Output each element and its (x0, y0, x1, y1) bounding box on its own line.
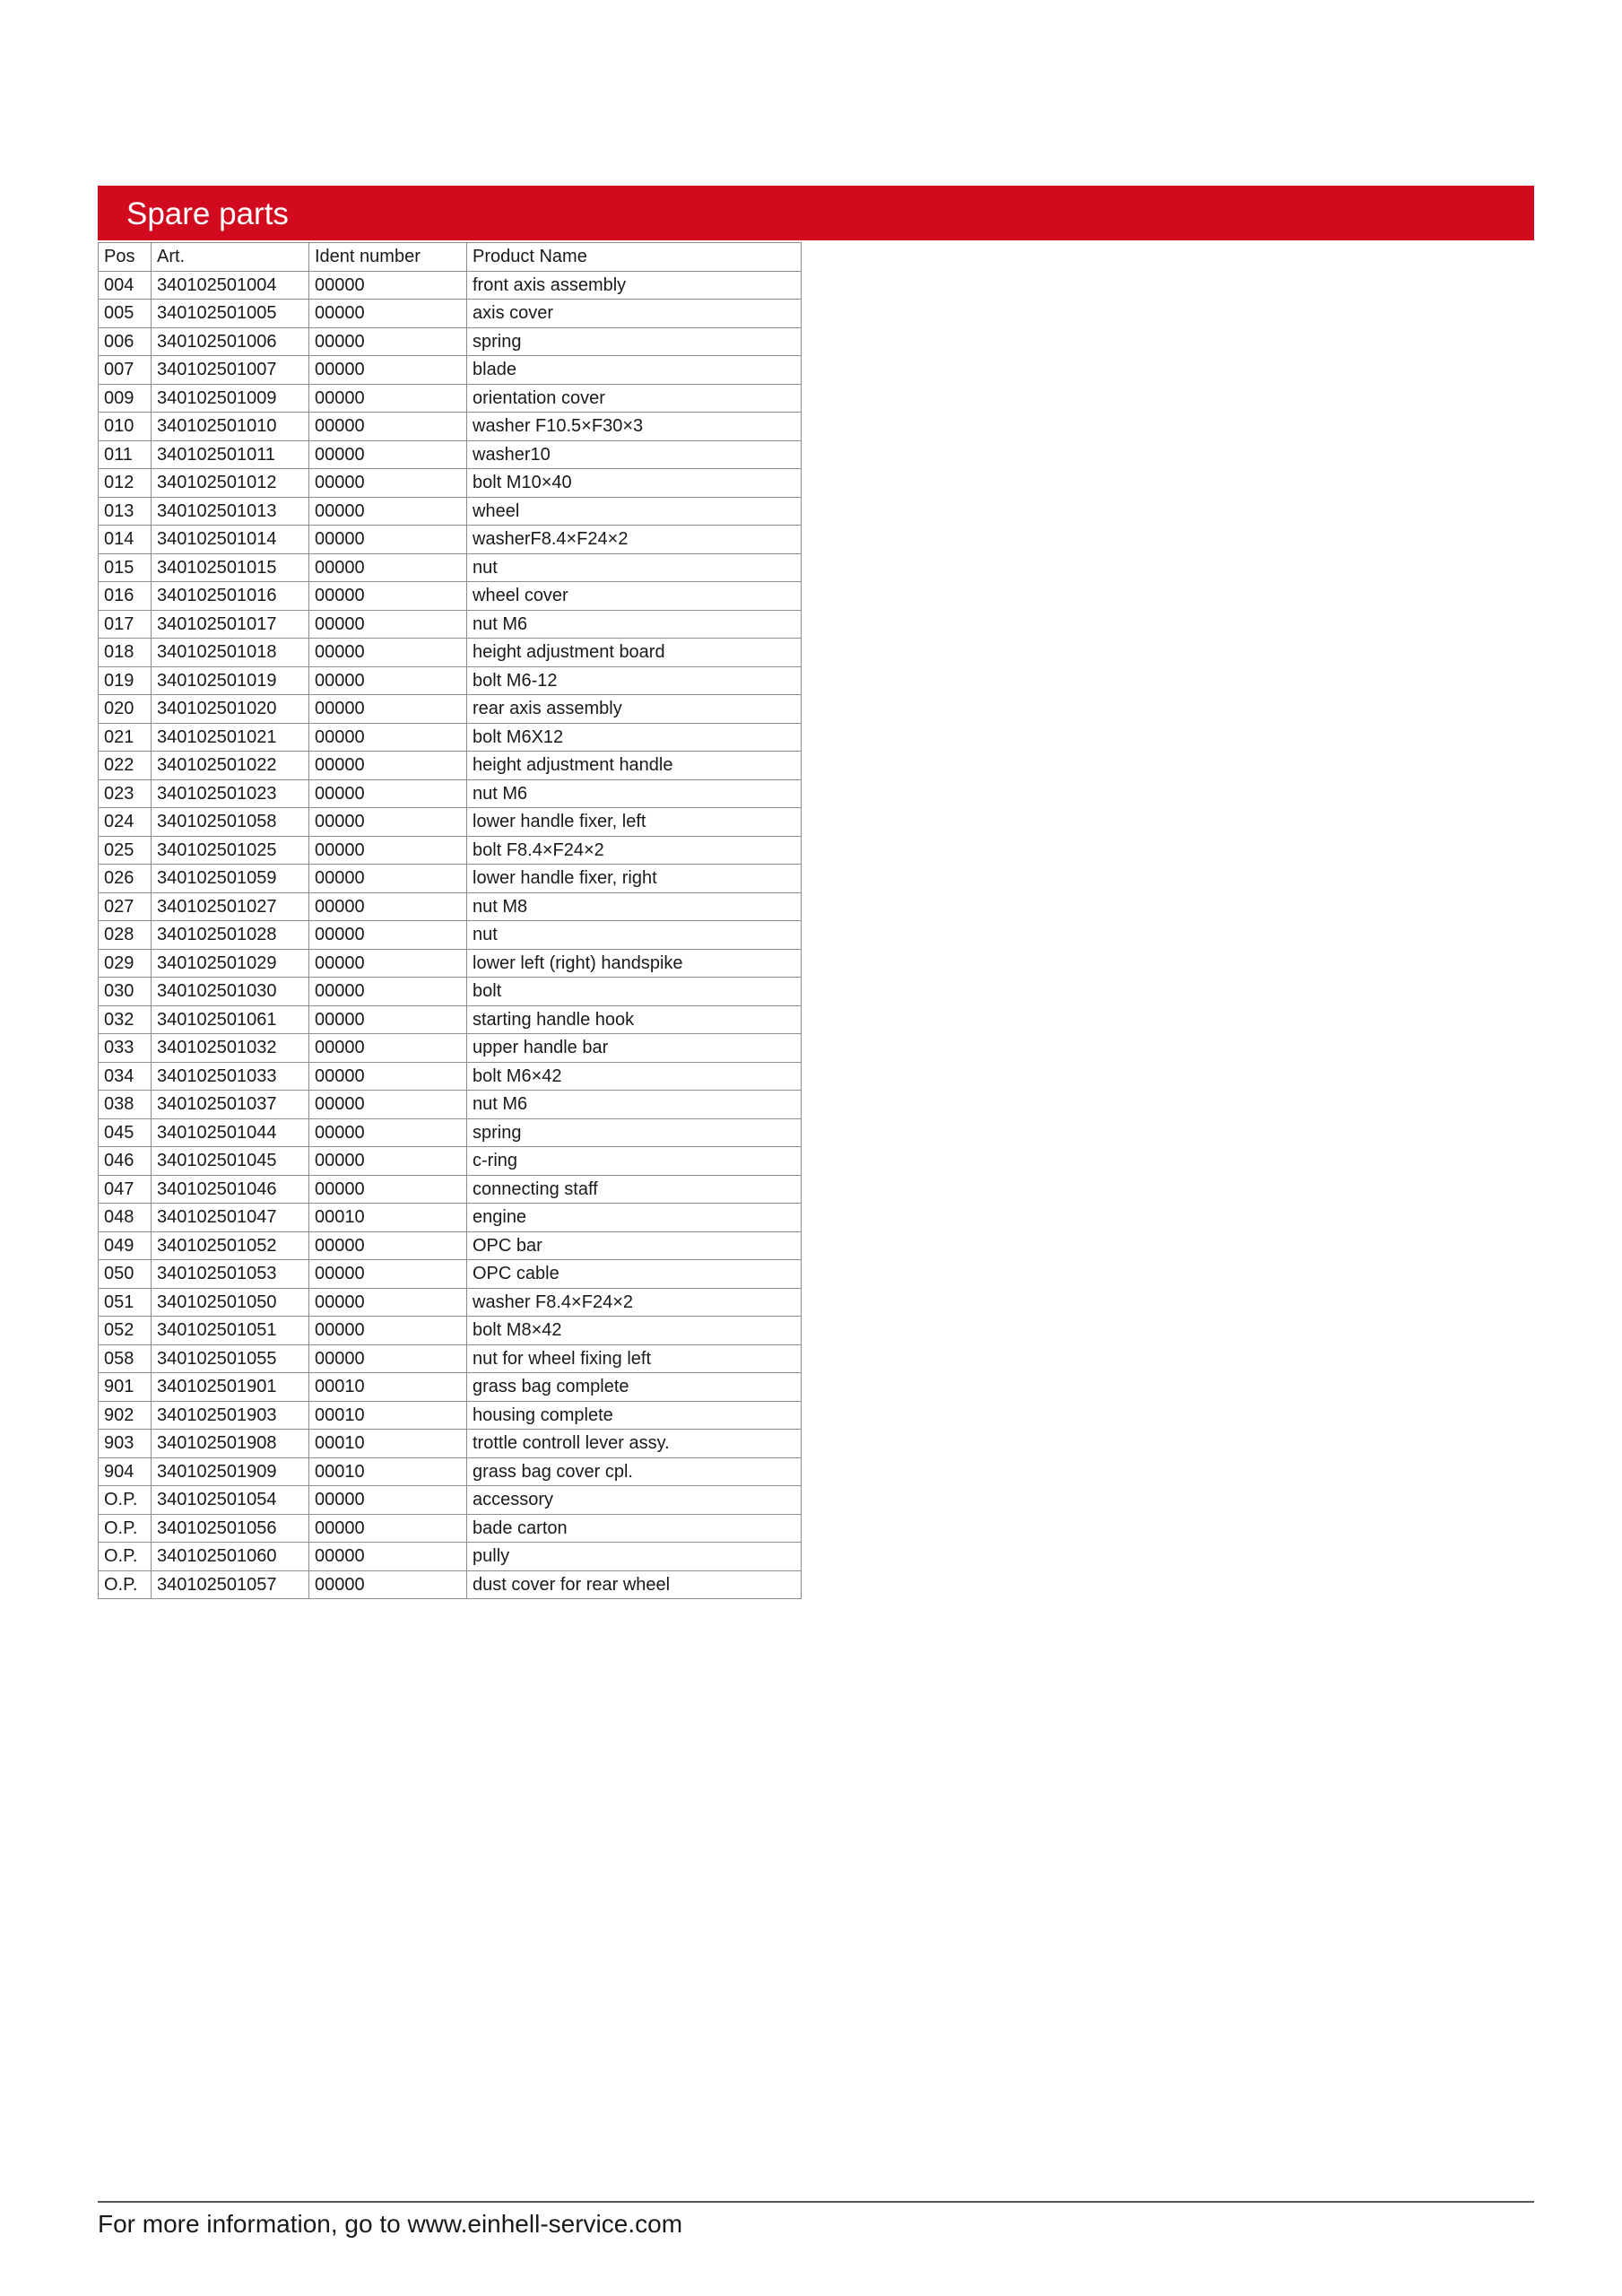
cell-product-name: nut (467, 553, 802, 582)
cell-art: 340102501013 (152, 497, 309, 526)
table-row (99, 553, 802, 582)
cell-art: 340102501019 (152, 666, 309, 695)
cell-art: 340102501909 (152, 1457, 309, 1486)
cell-product-name: washer F10.5×F30×3 (467, 413, 802, 441)
cell-ident-number: 00010 (309, 1373, 467, 1402)
cell-product-name: bolt M6-12 (467, 666, 802, 695)
cell-pos: 019 (99, 666, 152, 695)
cell-product-name: upper handle bar (467, 1034, 802, 1063)
cell-product-name: nut M6 (467, 610, 802, 639)
table-row (99, 1147, 802, 1176)
cell-ident-number: 00000 (309, 1288, 467, 1317)
table-row (99, 1005, 802, 1034)
cell-product-name: grass bag complete (467, 1373, 802, 1402)
cell-pos: 048 (99, 1204, 152, 1232)
table-header-row (99, 243, 802, 272)
cell-pos: 025 (99, 836, 152, 865)
cell-pos: 014 (99, 526, 152, 554)
cell-ident-number: 00000 (309, 865, 467, 893)
cell-product-name: orientation cover (467, 384, 802, 413)
cell-ident-number: 00000 (309, 1570, 467, 1599)
cell-ident-number: 00000 (309, 639, 467, 667)
cell-art: 340102501010 (152, 413, 309, 441)
cell-ident-number: 00000 (309, 723, 467, 752)
table-row (99, 666, 802, 695)
cell-product-name: bolt F8.4×F24×2 (467, 836, 802, 865)
cell-art: 340102501021 (152, 723, 309, 752)
cell-ident-number: 00000 (309, 1344, 467, 1373)
cell-pos: 013 (99, 497, 152, 526)
cell-pos: 050 (99, 1260, 152, 1289)
cell-art: 340102501059 (152, 865, 309, 893)
table-row (99, 327, 802, 356)
table-row (99, 1344, 802, 1373)
cell-pos: 049 (99, 1231, 152, 1260)
cell-pos: 034 (99, 1062, 152, 1091)
cell-product-name: nut M6 (467, 779, 802, 808)
cell-pos: 032 (99, 1005, 152, 1034)
cell-pos: 010 (99, 413, 152, 441)
cell-ident-number: 00010 (309, 1204, 467, 1232)
cell-ident-number: 00000 (309, 921, 467, 950)
cell-ident-number: 00010 (309, 1401, 467, 1430)
table-row (99, 610, 802, 639)
cell-ident-number: 00000 (309, 1260, 467, 1289)
table-row (99, 1062, 802, 1091)
cell-pos: 904 (99, 1457, 152, 1486)
table-row (99, 808, 802, 837)
table-row (99, 1373, 802, 1402)
cell-ident-number: 00000 (309, 413, 467, 441)
cell-art: 340102501056 (152, 1514, 309, 1543)
cell-ident-number: 00000 (309, 978, 467, 1006)
table-row (99, 1034, 802, 1063)
cell-pos: 033 (99, 1034, 152, 1063)
table-row (99, 1570, 802, 1599)
table-row (99, 723, 802, 752)
cell-pos: 046 (99, 1147, 152, 1176)
cell-ident-number: 00000 (309, 892, 467, 921)
cell-pos: 045 (99, 1118, 152, 1147)
table-row (99, 1175, 802, 1204)
cell-product-name: bolt M6×42 (467, 1062, 802, 1091)
cell-product-name: trottle controll lever assy. (467, 1430, 802, 1458)
cell-pos: O.P. (99, 1570, 152, 1599)
table-row (99, 1430, 802, 1458)
cell-pos: 027 (99, 892, 152, 921)
cell-pos: 047 (99, 1175, 152, 1204)
table-row (99, 582, 802, 611)
cell-art: 340102501012 (152, 469, 309, 498)
cell-art: 340102501055 (152, 1344, 309, 1373)
table-row (99, 1457, 802, 1486)
table-row (99, 779, 802, 808)
cell-art: 340102501061 (152, 1005, 309, 1034)
table-row (99, 865, 802, 893)
cell-product-name: wheel (467, 497, 802, 526)
table-row (99, 639, 802, 667)
cell-pos: 029 (99, 949, 152, 978)
cell-ident-number: 00000 (309, 1062, 467, 1091)
table-row (99, 695, 802, 724)
cell-product-name: rear axis assembly (467, 695, 802, 724)
cell-product-name: axis cover (467, 300, 802, 328)
cell-ident-number: 00000 (309, 752, 467, 780)
cell-pos: 030 (99, 978, 152, 1006)
cell-product-name: washer10 (467, 440, 802, 469)
cell-art: 340102501018 (152, 639, 309, 667)
cell-pos: 038 (99, 1091, 152, 1119)
table-row (99, 1401, 802, 1430)
cell-art: 340102501022 (152, 752, 309, 780)
cell-art: 340102501020 (152, 695, 309, 724)
cell-product-name: spring (467, 1118, 802, 1147)
cell-ident-number: 00000 (309, 1317, 467, 1345)
cell-art: 340102501011 (152, 440, 309, 469)
footer-info-text: For more information, go to www.einhell-service.com (98, 2210, 683, 2238)
table-row (99, 384, 802, 413)
table-row (99, 1317, 802, 1345)
footer-divider (98, 2201, 1534, 2203)
cell-pos: 903 (99, 1430, 152, 1458)
cell-product-name: bolt M10×40 (467, 469, 802, 498)
cell-art: 340102501050 (152, 1288, 309, 1317)
table-row (99, 836, 802, 865)
cell-art: 340102501051 (152, 1317, 309, 1345)
cell-product-name: nut M6 (467, 1091, 802, 1119)
cell-pos: 023 (99, 779, 152, 808)
cell-ident-number: 00000 (309, 1543, 467, 1571)
cell-pos: 051 (99, 1288, 152, 1317)
cell-art: 340102501016 (152, 582, 309, 611)
table-row (99, 978, 802, 1006)
table-row (99, 752, 802, 780)
cell-ident-number: 00000 (309, 1118, 467, 1147)
cell-pos: 026 (99, 865, 152, 893)
cell-pos: 017 (99, 610, 152, 639)
column-header-pos: Pos (99, 243, 152, 272)
cell-ident-number: 00000 (309, 469, 467, 498)
cell-product-name: washerF8.4×F24×2 (467, 526, 802, 554)
cell-pos: 901 (99, 1373, 152, 1402)
cell-product-name: nut (467, 921, 802, 950)
cell-product-name: blade (467, 356, 802, 385)
cell-product-name: spring (467, 327, 802, 356)
cell-art: 340102501047 (152, 1204, 309, 1232)
cell-art: 340102501060 (152, 1543, 309, 1571)
cell-product-name: OPC cable (467, 1260, 802, 1289)
table-row (99, 300, 802, 328)
cell-ident-number: 00000 (309, 497, 467, 526)
cell-ident-number: 00000 (309, 1147, 467, 1176)
cell-pos: 024 (99, 808, 152, 837)
cell-product-name: connecting staff (467, 1175, 802, 1204)
cell-pos: 058 (99, 1344, 152, 1373)
table-body (99, 271, 802, 1599)
cell-art: 340102501903 (152, 1401, 309, 1430)
cell-product-name: height adjustment handle (467, 752, 802, 780)
cell-art: 340102501015 (152, 553, 309, 582)
section-title: Spare parts (126, 196, 289, 231)
table-row (99, 1260, 802, 1289)
cell-art: 340102501057 (152, 1570, 309, 1599)
cell-product-name: grass bag cover cpl. (467, 1457, 802, 1486)
cell-ident-number: 00000 (309, 949, 467, 978)
cell-ident-number: 00000 (309, 300, 467, 328)
cell-product-name: lower handle fixer, right (467, 865, 802, 893)
cell-ident-number: 00000 (309, 582, 467, 611)
cell-product-name: bolt M8×42 (467, 1317, 802, 1345)
cell-ident-number: 00000 (309, 384, 467, 413)
cell-product-name: dust cover for rear wheel (467, 1570, 802, 1599)
table-row (99, 356, 802, 385)
cell-art: 340102501028 (152, 921, 309, 950)
spare-parts-table (98, 242, 802, 1599)
table-row (99, 413, 802, 441)
cell-art: 340102501027 (152, 892, 309, 921)
column-header-ident-number: Ident number (309, 243, 467, 272)
cell-product-name: housing complete (467, 1401, 802, 1430)
cell-product-name: bade carton (467, 1514, 802, 1543)
cell-product-name: pully (467, 1543, 802, 1571)
cell-product-name: front axis assembly (467, 271, 802, 300)
table-row (99, 497, 802, 526)
cell-pos: 052 (99, 1317, 152, 1345)
cell-ident-number: 00000 (309, 327, 467, 356)
cell-pos: 902 (99, 1401, 152, 1430)
cell-ident-number: 00000 (309, 779, 467, 808)
cell-ident-number: 00000 (309, 695, 467, 724)
cell-art: 340102501030 (152, 978, 309, 1006)
table-row (99, 271, 802, 300)
table-row (99, 949, 802, 978)
table-row (99, 892, 802, 921)
cell-art: 340102501004 (152, 271, 309, 300)
cell-ident-number: 00000 (309, 553, 467, 582)
cell-art: 340102501006 (152, 327, 309, 356)
cell-product-name: bolt (467, 978, 802, 1006)
cell-pos: 004 (99, 271, 152, 300)
cell-ident-number: 00000 (309, 356, 467, 385)
cell-product-name: nut for wheel fixing left (467, 1344, 802, 1373)
cell-art: 340102501032 (152, 1034, 309, 1063)
cell-ident-number: 00000 (309, 836, 467, 865)
cell-ident-number: 00010 (309, 1430, 467, 1458)
section-header-bar (98, 186, 1534, 240)
cell-art: 340102501025 (152, 836, 309, 865)
cell-pos: 022 (99, 752, 152, 780)
cell-product-name: lower left (right) handspike (467, 949, 802, 978)
cell-product-name: wheel cover (467, 582, 802, 611)
cell-ident-number: 00000 (309, 1175, 467, 1204)
cell-product-name: OPC bar (467, 1231, 802, 1260)
cell-product-name: washer F8.4×F24×2 (467, 1288, 802, 1317)
table-row (99, 921, 802, 950)
cell-art: 340102501017 (152, 610, 309, 639)
cell-art: 340102501052 (152, 1231, 309, 1260)
cell-art: 340102501029 (152, 949, 309, 978)
cell-product-name: accessory (467, 1486, 802, 1515)
column-header-art: Art. (152, 243, 309, 272)
cell-art: 340102501033 (152, 1062, 309, 1091)
cell-product-name: height adjustment board (467, 639, 802, 667)
cell-pos: O.P. (99, 1543, 152, 1571)
table-row (99, 526, 802, 554)
cell-product-name: bolt M6X12 (467, 723, 802, 752)
cell-art: 340102501053 (152, 1260, 309, 1289)
cell-pos: 028 (99, 921, 152, 950)
cell-pos: 016 (99, 582, 152, 611)
cell-art: 340102501014 (152, 526, 309, 554)
cell-pos: O.P. (99, 1514, 152, 1543)
table-row (99, 1091, 802, 1119)
cell-pos: 012 (99, 469, 152, 498)
cell-product-name: starting handle hook (467, 1005, 802, 1034)
cell-art: 340102501058 (152, 808, 309, 837)
cell-pos: 007 (99, 356, 152, 385)
cell-pos: 006 (99, 327, 152, 356)
cell-ident-number: 00000 (309, 610, 467, 639)
cell-ident-number: 00000 (309, 808, 467, 837)
cell-art: 340102501044 (152, 1118, 309, 1147)
table-row (99, 1204, 802, 1232)
cell-art: 340102501054 (152, 1486, 309, 1515)
cell-ident-number: 00000 (309, 271, 467, 300)
table-row (99, 1514, 802, 1543)
cell-product-name: engine (467, 1204, 802, 1232)
cell-ident-number: 00000 (309, 1486, 467, 1515)
cell-ident-number: 00000 (309, 1091, 467, 1119)
table-row (99, 440, 802, 469)
cell-art: 340102501005 (152, 300, 309, 328)
cell-art: 340102501023 (152, 779, 309, 808)
cell-ident-number: 00000 (309, 440, 467, 469)
column-header-product-name: Product Name (467, 243, 802, 272)
cell-pos: O.P. (99, 1486, 152, 1515)
table-row (99, 469, 802, 498)
cell-pos: 009 (99, 384, 152, 413)
cell-pos: 011 (99, 440, 152, 469)
table-row (99, 1543, 802, 1571)
cell-pos: 005 (99, 300, 152, 328)
table-row (99, 1288, 802, 1317)
cell-pos: 020 (99, 695, 152, 724)
cell-ident-number: 00000 (309, 666, 467, 695)
cell-ident-number: 00000 (309, 1514, 467, 1543)
cell-art: 340102501908 (152, 1430, 309, 1458)
cell-pos: 018 (99, 639, 152, 667)
cell-art: 340102501009 (152, 384, 309, 413)
cell-ident-number: 00000 (309, 526, 467, 554)
table-row (99, 1486, 802, 1515)
table-row (99, 1118, 802, 1147)
cell-ident-number: 00010 (309, 1457, 467, 1486)
cell-ident-number: 00000 (309, 1034, 467, 1063)
table-row (99, 1231, 802, 1260)
cell-pos: 021 (99, 723, 152, 752)
cell-art: 340102501037 (152, 1091, 309, 1119)
cell-ident-number: 00000 (309, 1231, 467, 1260)
cell-ident-number: 00000 (309, 1005, 467, 1034)
cell-art: 340102501007 (152, 356, 309, 385)
cell-art: 340102501045 (152, 1147, 309, 1176)
cell-product-name: nut M8 (467, 892, 802, 921)
cell-pos: 015 (99, 553, 152, 582)
cell-art: 340102501046 (152, 1175, 309, 1204)
cell-art: 340102501901 (152, 1373, 309, 1402)
cell-product-name: lower handle fixer, left (467, 808, 802, 837)
cell-product-name: c-ring (467, 1147, 802, 1176)
